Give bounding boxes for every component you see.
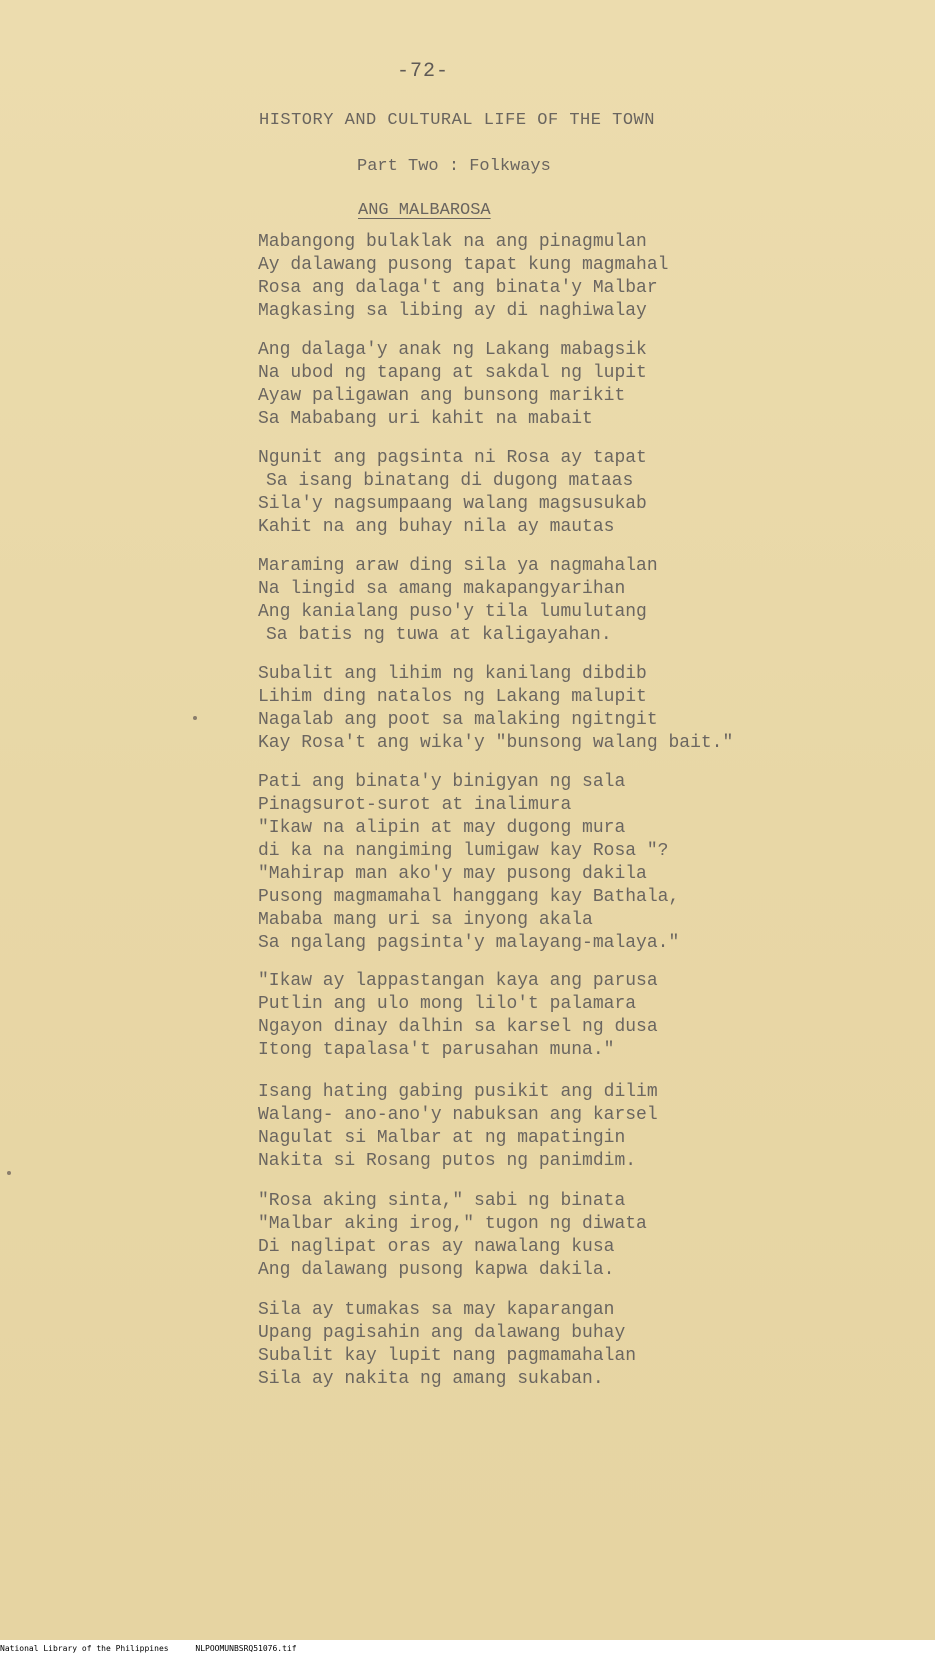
stanza xyxy=(258,555,658,647)
poem-line: Sa Mababang uri kahit na mabait xyxy=(258,409,593,429)
stanza xyxy=(258,447,647,539)
footer-filename: NLPOOMUNBSRQ51076.tif xyxy=(195,1644,297,1653)
stanza xyxy=(258,1299,636,1391)
poem-line: Di naglipat oras ay nawalang kusa xyxy=(258,1237,615,1257)
poem-line: Mababa mang uri sa inyong akala xyxy=(258,910,593,930)
paper-speck xyxy=(193,716,197,720)
poem-line: Ay dalawang pusong tapat kung magmahal xyxy=(258,255,669,275)
poem-line: Sila'y nagsumpaang walang magsusukab xyxy=(258,494,647,514)
poem-line: Kay Rosa't ang wika'y "bunsong walang bait." xyxy=(258,733,734,753)
poem-line: Sa isang binatang di dugong mataas xyxy=(266,471,634,491)
poem-line: Pinagsurot-surot at inalimura xyxy=(258,795,572,815)
page-number: -72- xyxy=(397,60,450,83)
poem-line: Sa batis ng tuwa at kaligayahan. xyxy=(266,625,612,645)
poem-line: Maraming araw ding sila ya nagmahalan xyxy=(258,556,658,576)
poem-line: Walang- ano-ano'y nabuksan ang karsel xyxy=(258,1105,658,1125)
poem-line: Ngayon dinay dalhin sa karsel ng dusa xyxy=(258,1017,658,1037)
poem-line: Ayaw paligawan ang bunsong marikit xyxy=(258,386,626,406)
stanza xyxy=(258,1190,647,1282)
poem-line: Nakita si Rosang putos ng panimdim. xyxy=(258,1151,637,1171)
document-heading: HISTORY AND CULTURAL LIFE OF THE TOWN xyxy=(259,111,655,130)
poem-line: di ka na nangiming lumigaw kay Rosa "? xyxy=(258,841,669,861)
poem-line: Isang hating gabing pusikit ang dilim xyxy=(258,1082,658,1102)
poem-line: Pati ang binata'y binigyan ng sala xyxy=(258,772,626,792)
stanza xyxy=(258,339,647,431)
poem-line: "Mahirap man ako'y may pusong dakila xyxy=(258,864,647,884)
poem-line: Upang pagisahin ang dalawang buhay xyxy=(258,1323,626,1343)
document-subheading: Part Two : Folkways xyxy=(357,157,551,176)
poem-line: Sila ay tumakas sa may kaparangan xyxy=(258,1300,615,1320)
stanza xyxy=(258,231,668,323)
poem-line: Pusong magmamahal hanggang kay Bathala, xyxy=(258,887,680,907)
poem-line: Subalit kay lupit nang pagmamahalan xyxy=(258,1346,637,1366)
poem-line: Ang kanialang puso'y tila lumulutang xyxy=(258,602,647,622)
poem-line: Na ubod ng tapang at sakdal ng lupit xyxy=(258,363,647,383)
poem-line: Kahit na ang buhay nila ay mautas xyxy=(258,517,615,537)
poem-title: ANG MALBAROSA xyxy=(358,201,491,220)
stanza xyxy=(258,771,679,955)
poem-line: Mabangong bulaklak na ang pinagmulan xyxy=(258,232,647,252)
poem-line: "Malbar aking irog," tugon ng diwata xyxy=(258,1214,647,1234)
stanza xyxy=(258,663,733,755)
poem-line: Putlin ang ulo mong lilo't palamara xyxy=(258,994,637,1014)
poem-line: Magkasing sa libing ay di naghiwalay xyxy=(258,301,647,321)
poem-line: Sa ngalang pagsinta'y malayang-malaya." xyxy=(258,933,680,953)
footer-library: National Library of the Philippines xyxy=(0,1644,169,1653)
poem-line: "Ikaw na alipin at may dugong mura xyxy=(258,818,626,838)
poem-line: Nagulat si Malbar at ng mapatingin xyxy=(258,1128,626,1148)
poem-line: Itong tapalasa't parusahan muna." xyxy=(258,1040,615,1060)
paper-speck xyxy=(7,1171,11,1175)
poem-line: Ang dalawang pusong kapwa dakila. xyxy=(258,1260,615,1280)
poem-line: Subalit ang lihim ng kanilang dibdib xyxy=(258,664,647,684)
poem-line: Nagalab ang poot sa malaking ngitngit xyxy=(258,710,658,730)
poem-line: Na lingid sa amang makapangyarihan xyxy=(258,579,626,599)
poem-line: Lihim ding natalos ng Lakang malupit xyxy=(258,687,647,707)
poem-line: Rosa ang dalaga't ang binata'y Malbar xyxy=(258,278,658,298)
stanza xyxy=(258,970,658,1062)
scan-footer xyxy=(0,1640,935,1658)
stanza xyxy=(258,1081,658,1173)
poem-line: "Rosa aking sinta," sabi ng binata xyxy=(258,1191,626,1211)
poem-line: Ngunit ang pagsinta ni Rosa ay tapat xyxy=(258,448,647,468)
poem-line: Ang dalaga'y anak ng Lakang mabagsik xyxy=(258,340,647,360)
poem-line: Sila ay nakita ng amang sukaban. xyxy=(258,1369,604,1389)
poem-line: "Ikaw ay lappastangan kaya ang parusa xyxy=(258,971,658,991)
